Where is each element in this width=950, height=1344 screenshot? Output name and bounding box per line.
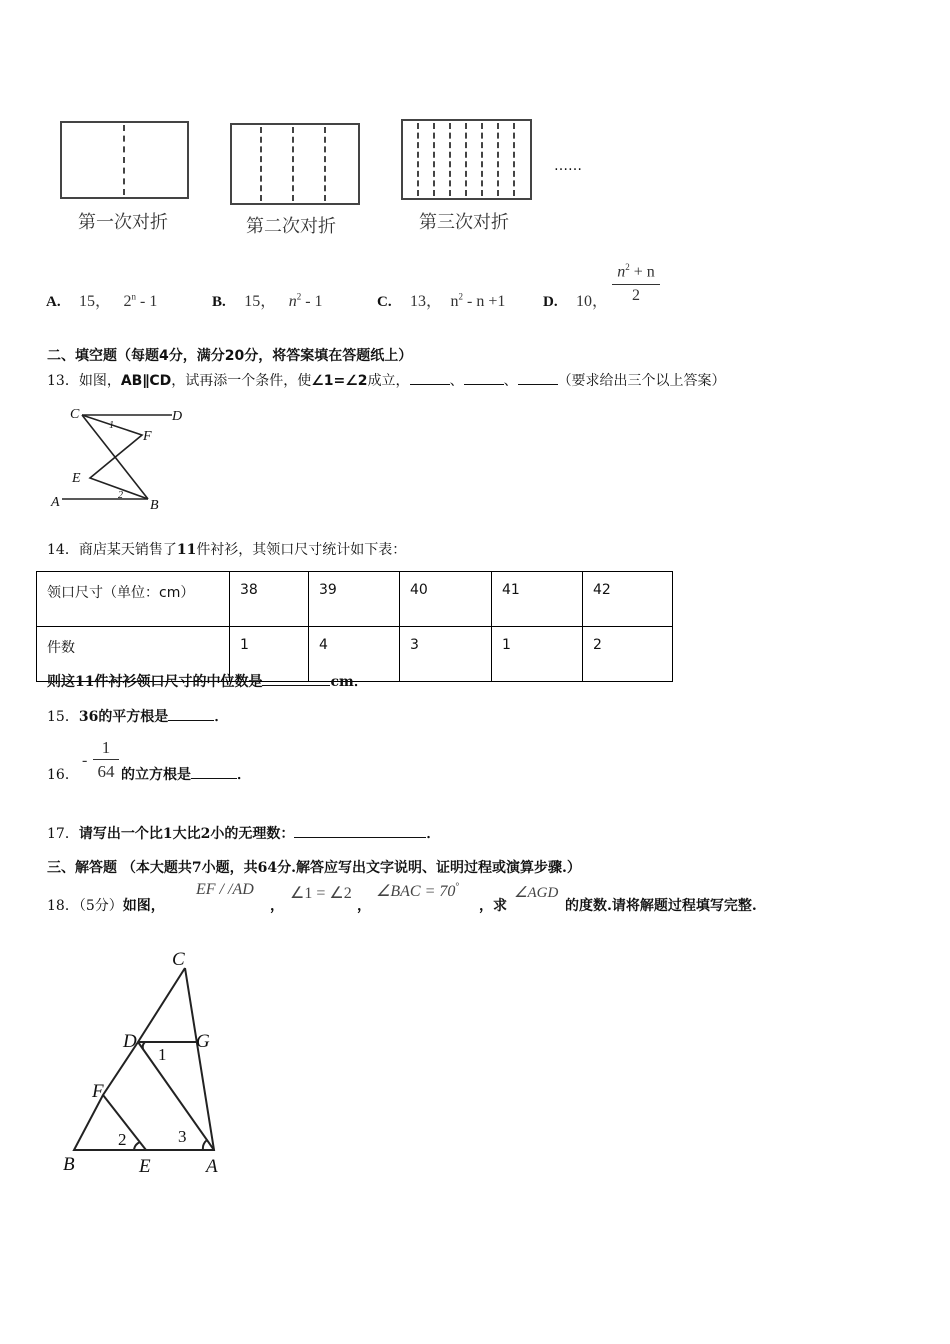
label-e: E <box>139 1156 151 1177</box>
q14-text: 14．商店某天销售了11件衬衫，其领口尺寸统计如下表： <box>47 542 407 558</box>
table-cell: 4 <box>309 627 400 682</box>
fold-line <box>292 127 294 201</box>
label-a: A <box>51 495 60 510</box>
size-table <box>36 571 673 682</box>
q18-ask: ，求 <box>479 898 507 914</box>
arc-angle-1 <box>143 1042 145 1049</box>
label-angle-2: 2 <box>118 1130 127 1149</box>
label-d: D <box>123 1031 137 1052</box>
q18-figure <box>46 945 236 1180</box>
fold-line <box>433 123 435 196</box>
answer-blank[interactable] <box>518 383 558 385</box>
option-first: 13， <box>410 293 443 310</box>
table-cell: 40 <box>400 572 492 627</box>
table-cell: 42 <box>583 572 673 627</box>
option-letter: B. <box>212 294 226 310</box>
fold-caption-3: 第三次对折 <box>419 212 509 233</box>
fold-rect-2 <box>230 123 360 205</box>
q18-math-bac: ∠BAC = 70° <box>376 881 460 900</box>
answer-blank[interactable] <box>262 684 330 686</box>
label-f: F <box>143 429 152 444</box>
table-cell: 41 <box>492 572 583 627</box>
fold-line <box>324 127 326 201</box>
q14-followup: 则这11件衬衫领口尺寸的中位数是 cm． <box>47 674 368 690</box>
label-angle-1: 1 <box>158 1045 167 1064</box>
fold-line <box>123 125 125 195</box>
table-cell: 38 <box>230 572 309 627</box>
label-f: F <box>92 1081 104 1102</box>
q18-comma: ， <box>270 898 284 914</box>
answer-blank[interactable] <box>410 383 450 385</box>
q18-number: 18．（5分）如图， <box>47 898 165 914</box>
fold-line <box>465 123 467 196</box>
table-cell: 39 <box>309 572 400 627</box>
q18-math-angles: ∠1 = ∠2 <box>290 885 352 902</box>
q18-math-ef-ad: EF / /AD <box>196 881 254 898</box>
fold-rect-1 <box>60 121 189 199</box>
fold-line <box>417 123 419 196</box>
label-b: B <box>150 498 159 513</box>
q16-text: 的立方根是 ． <box>121 767 251 783</box>
option-b[interactable] <box>212 288 323 311</box>
fold-caption-2: 第二次对折 <box>246 216 336 237</box>
fold-caption-1: 第一次对折 <box>78 212 168 233</box>
arc-angle-3 <box>203 1140 207 1150</box>
q18-comma: ， <box>357 898 371 914</box>
label-c: C <box>172 949 185 970</box>
q16-number: 16． <box>47 767 79 783</box>
table-cell: 1 <box>230 627 309 682</box>
label-angle-1: 1 <box>109 420 114 431</box>
q13-figure <box>48 400 198 515</box>
label-b: B <box>63 1154 75 1175</box>
q16-fraction: $\frac{1}{64}$ <box>93 738 119 782</box>
option-first: 10， <box>576 293 609 310</box>
option-second: $n^2 - 1$ <box>288 291 323 310</box>
fold-line <box>449 123 451 196</box>
q18-math-agd: ∠AGD <box>514 885 559 901</box>
label-d: D <box>172 409 183 424</box>
fold-ellipsis: …… <box>554 158 582 174</box>
q13-text: 13．如图，AB∥CD，试再添一个条件，使∠1=∠2成立， 、 、 （要求给出三个以上答案） <box>47 373 726 389</box>
section2-heading: 二、填空题（每题4分，满分20分，将答案填在答题纸上） <box>47 348 413 364</box>
fold-line <box>497 123 499 196</box>
arc-angle-2 <box>134 1142 140 1150</box>
table-cell: 1 <box>492 627 583 682</box>
label-e: E <box>72 471 81 486</box>
table-cell: 领口尺寸（单位：cm） <box>37 572 230 627</box>
fold-rect-3 <box>401 119 532 200</box>
answer-blank[interactable] <box>191 777 237 779</box>
fold-line <box>260 127 262 201</box>
label-a: A <box>206 1156 218 1177</box>
label-g: G <box>196 1031 210 1052</box>
table-cell: 件数 <box>37 627 230 682</box>
q18-instruction: 的度数.请将解题过程填写完整. <box>565 898 757 914</box>
option-c[interactable] <box>377 288 505 311</box>
option-a[interactable] <box>46 288 157 311</box>
table-cell: 3 <box>400 627 492 682</box>
table-cell: 2 <box>583 627 673 682</box>
option-second: $n^2 - n +1$ <box>450 291 506 310</box>
label-c: C <box>70 407 80 422</box>
option-d-fraction: $\frac{n^2 + n}{2}$ <box>612 262 660 305</box>
label-angle-2: 2 <box>118 490 123 501</box>
section3-heading: 三、解答题 （本大题共7小题，共64分.解答应写出文字说明、证明过程或演算步骤.） <box>47 860 581 876</box>
answer-blank[interactable] <box>168 719 214 721</box>
option-letter: D. <box>543 294 558 310</box>
answer-blank[interactable] <box>464 383 504 385</box>
fold-line <box>513 123 515 196</box>
q17-text: 17．请写出一个比1大比2小的无理数： ． <box>47 826 441 842</box>
option-first: 15， <box>79 293 112 310</box>
option-d[interactable] <box>543 288 608 311</box>
option-letter: C. <box>377 294 392 310</box>
table-row <box>37 572 673 627</box>
q15-text: 15．36的平方根是 ． <box>47 709 229 725</box>
answer-blank[interactable] <box>294 836 426 838</box>
option-letter: A. <box>46 294 61 310</box>
label-angle-3: 3 <box>178 1127 187 1146</box>
triangle-abc <box>74 968 214 1150</box>
option-first: 15， <box>244 293 277 310</box>
option-second: 2$^n$ - 1 <box>123 291 158 310</box>
q16-minus: - <box>82 752 88 769</box>
line-da <box>138 1042 214 1150</box>
fold-line <box>481 123 483 196</box>
